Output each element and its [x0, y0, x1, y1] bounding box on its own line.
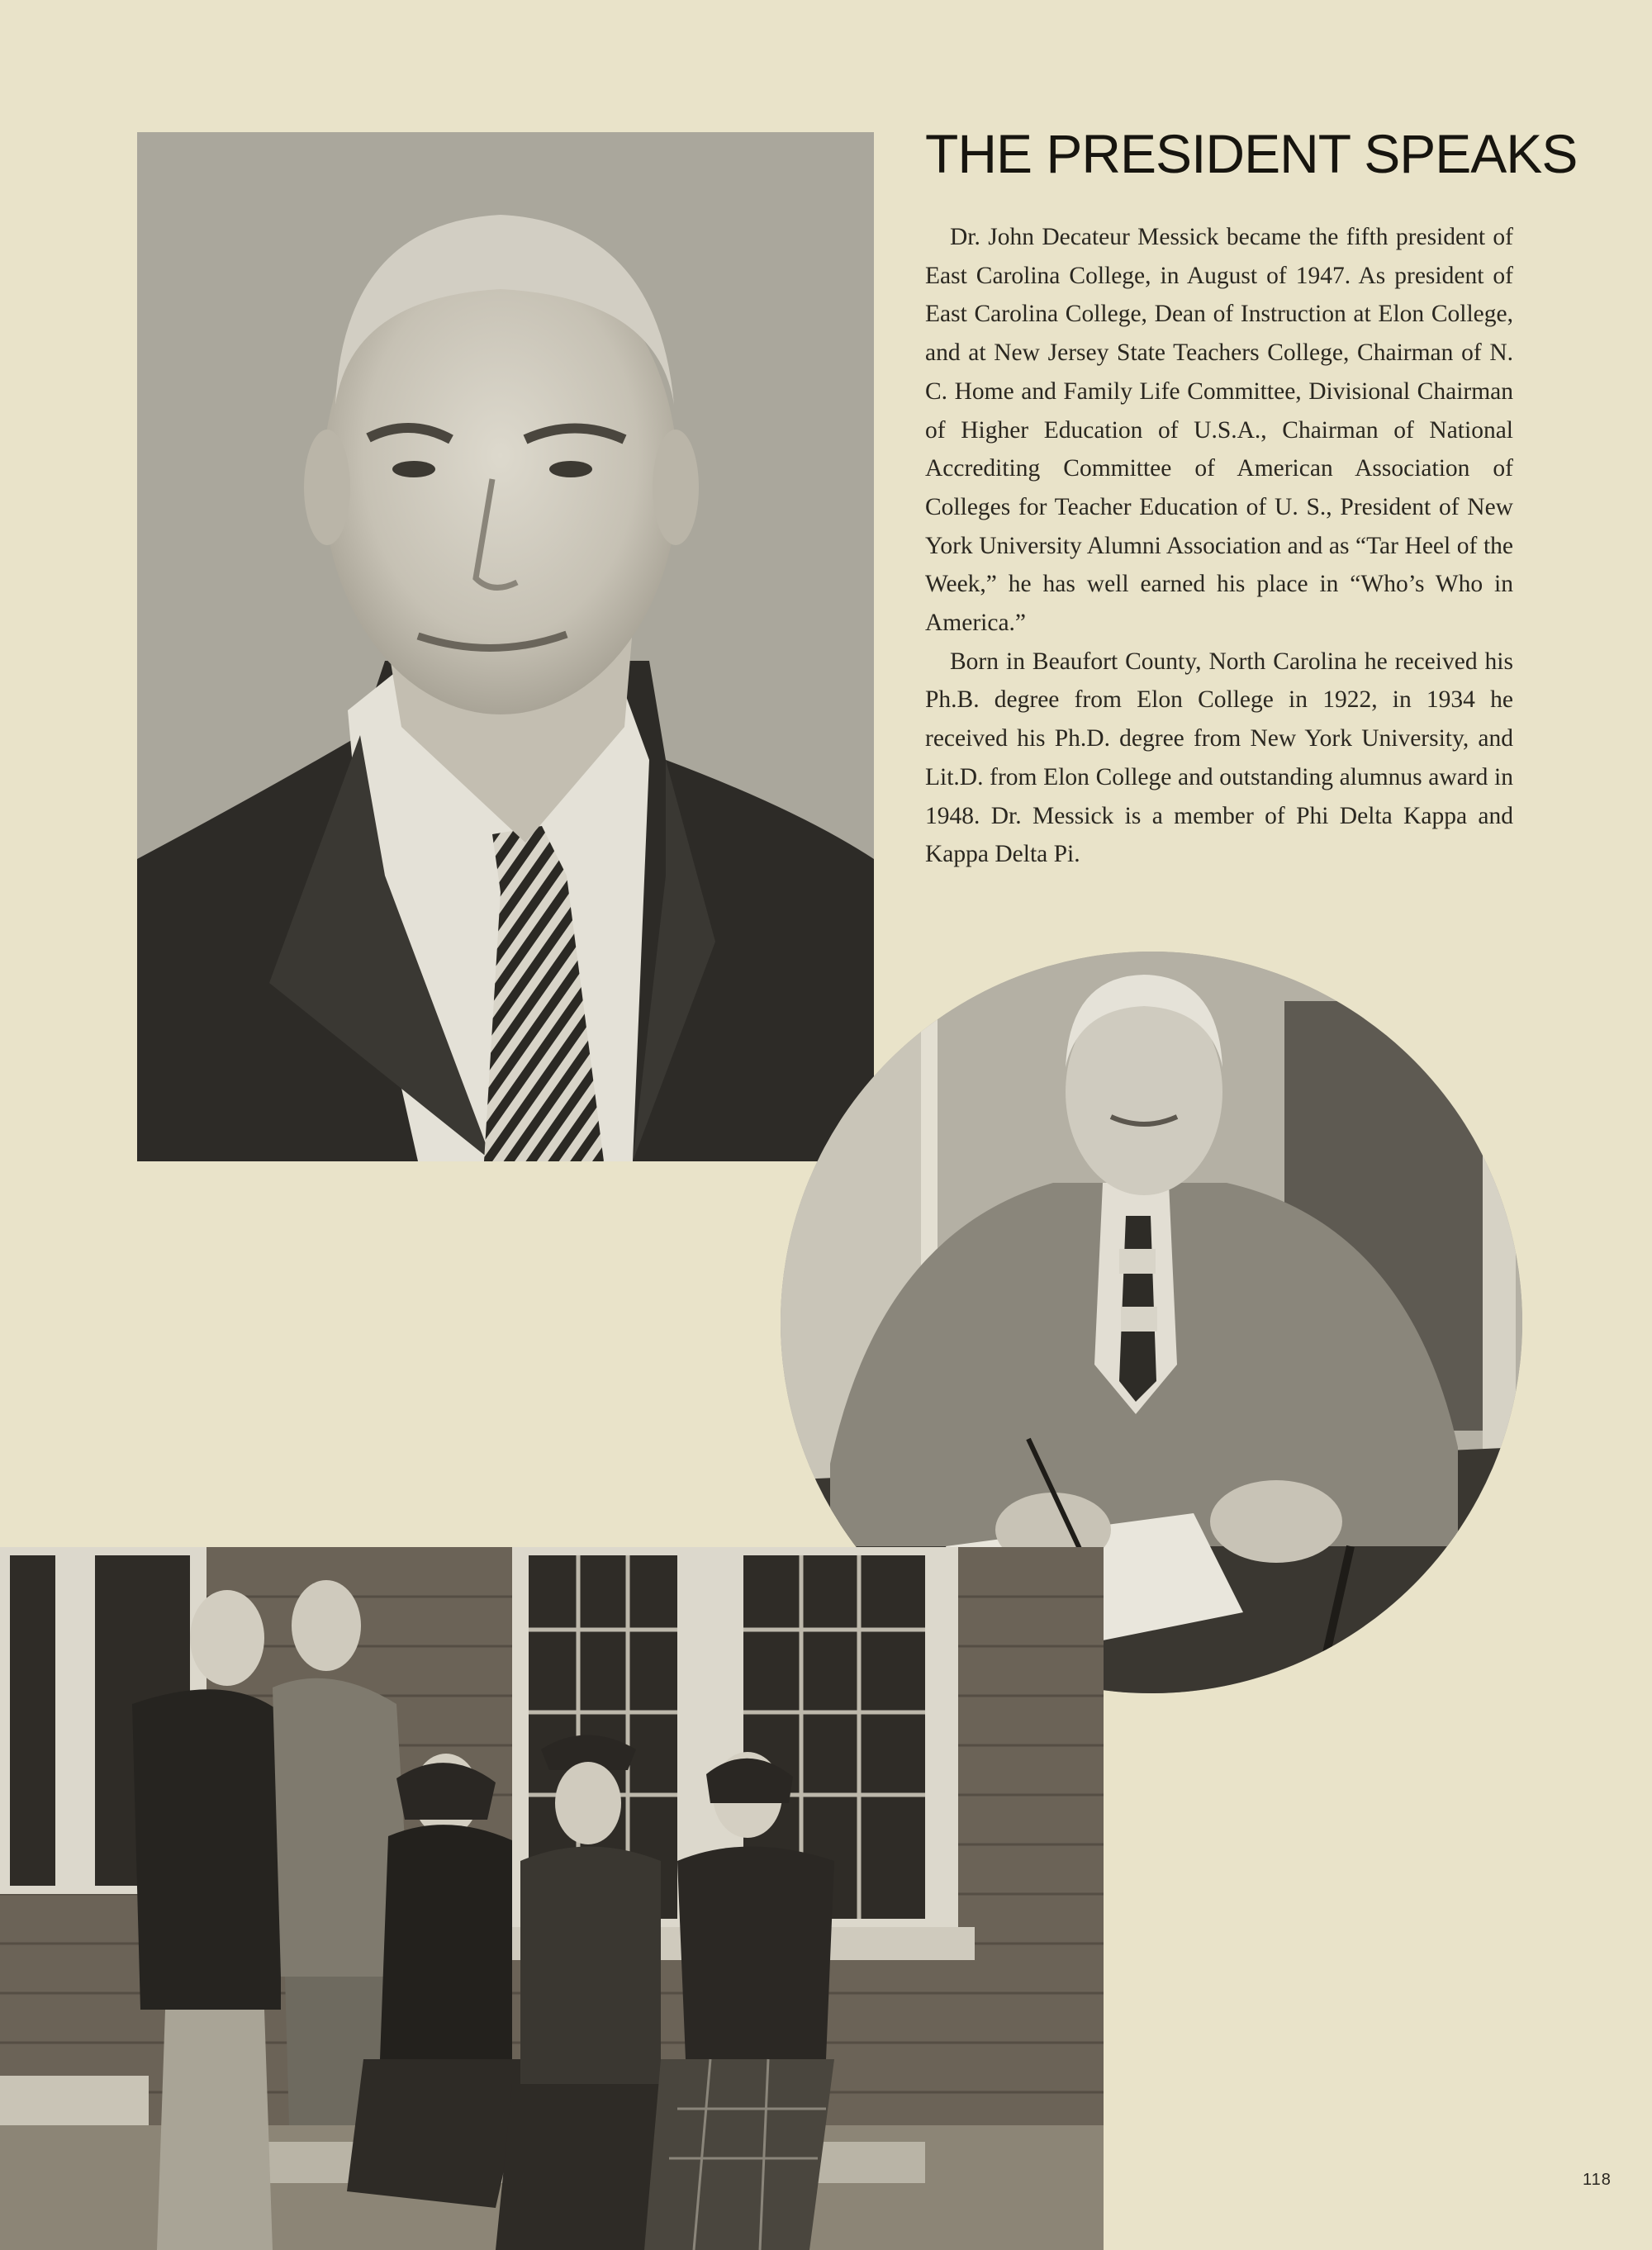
biography-paragraph-1: Dr. John Decateur Messick became the fifth president of East Carolina College, in August of 1947. As president of East Carolina College, Dean of Instruction at Elon College, and at New Jersey State Teachers College, Chairman of N. C. Home and Family Life Committee, Divisional Chairman of Higher Education of U.S.A., Chairman of National Accrediting Committee of American Association of Colleges for Teacher Education of U. S., President of New York University Alumni Association and as “Tar Heel of the Week,” he has well earned his place in “Who’s Who in America.”	[925, 224, 1513, 637]
biography-text	[925, 218, 1513, 874]
biography-paragraph-2: Born in Beaufort County, North Carolina he received his Ph.B. degree from Elon College in 1922, in 1934 he received his Ph.D. degree from New York University, and Lit.D. from Elon College and outstanding alumnus award in 1948. Dr. Messick is a member of Phi Delta Kappa and Kappa Delta Pi.	[925, 648, 1513, 868]
president-portrait-photo	[137, 132, 874, 1161]
group-students-photo	[0, 1547, 1104, 2250]
page-title: THE PRESIDENT SPEAKS	[925, 123, 1578, 184]
page-number: 118	[1583, 2171, 1612, 2189]
